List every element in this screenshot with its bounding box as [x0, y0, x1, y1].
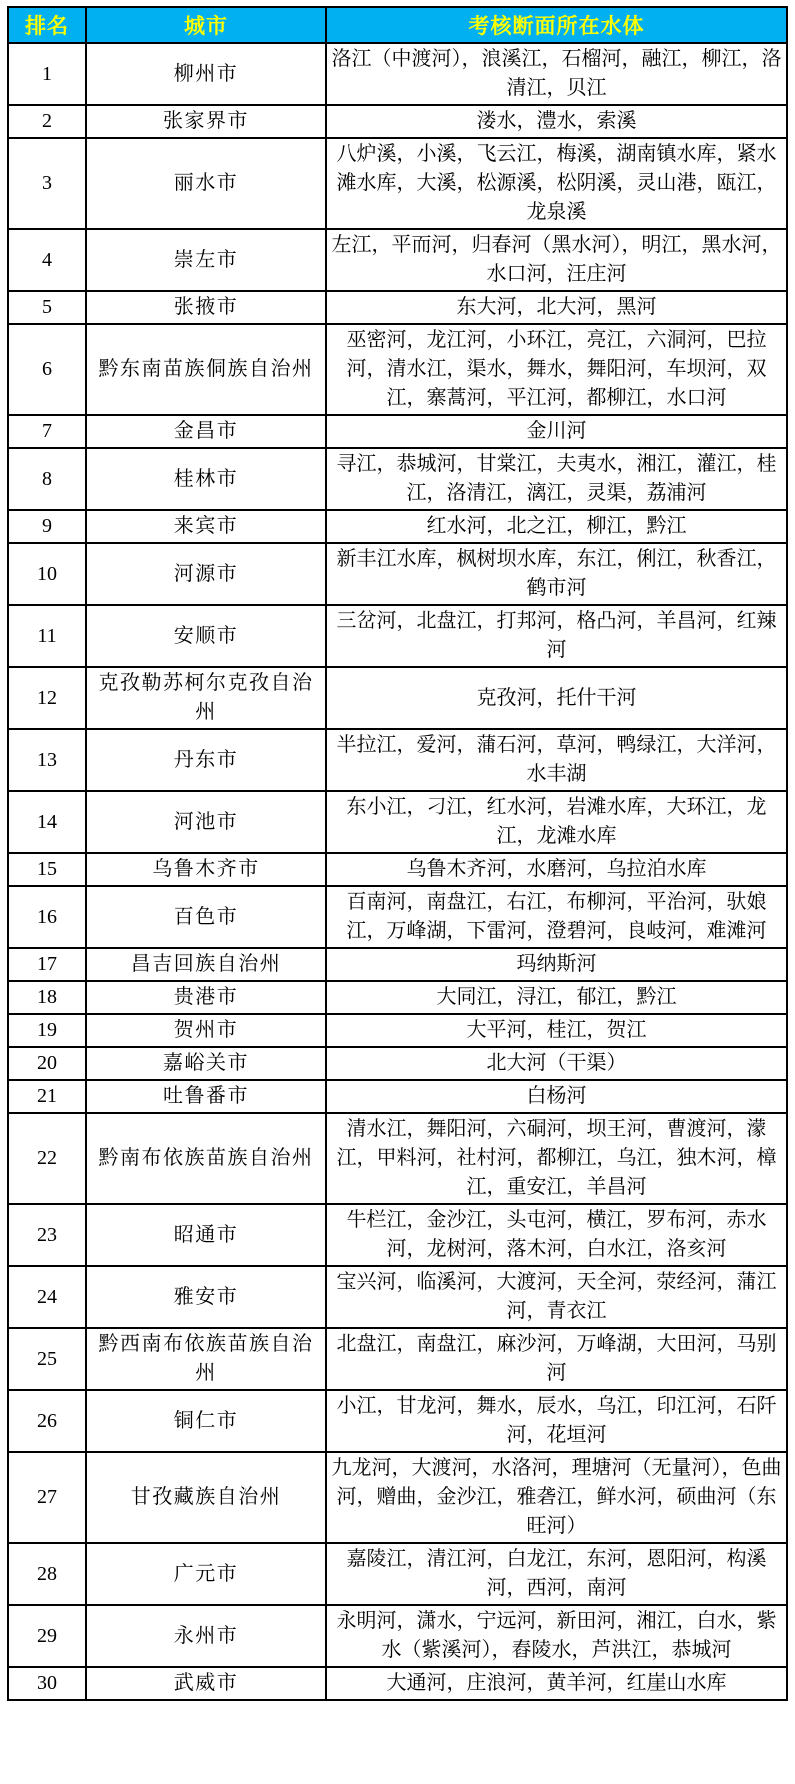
rank-cell: 19	[8, 1014, 86, 1047]
table-row	[8, 729, 787, 791]
city-cell: 丽水市	[86, 138, 326, 229]
table-row	[8, 1390, 787, 1452]
table-row	[8, 1047, 787, 1080]
table-row	[8, 1452, 787, 1543]
city-cell: 昌吉回族自治州	[86, 948, 326, 981]
city-cell: 来宾市	[86, 510, 326, 543]
city-cell: 黔南布依族苗族自治州	[86, 1113, 326, 1204]
rank-cell: 29	[8, 1605, 86, 1667]
city-cell: 黔西南布依族苗族自治州	[86, 1328, 326, 1390]
rank-cell: 11	[8, 605, 86, 667]
table-row	[8, 1543, 787, 1605]
city-cell: 河源市	[86, 543, 326, 605]
waters-cell: 寻江，恭城河，甘棠江，夫夷水，湘江，灌江，桂江，洛清江，漓江，灵渠，荔浦河	[326, 448, 787, 510]
rank-cell: 7	[8, 415, 86, 448]
rank-cell: 12	[8, 667, 86, 729]
table-row	[8, 138, 787, 229]
waters-cell: 大通河，庄浪河，黄羊河，红崖山水库	[326, 1667, 787, 1700]
table-row	[8, 415, 787, 448]
rank-cell: 24	[8, 1266, 86, 1328]
waters-cell: 东大河，北大河，黑河	[326, 291, 787, 324]
table-row	[8, 448, 787, 510]
city-cell: 铜仁市	[86, 1390, 326, 1452]
city-cell: 河池市	[86, 791, 326, 853]
waters-cell: 金川河	[326, 415, 787, 448]
waters-cell: 九龙河，大渡河，水洛河，理塘河（无量河），色曲河，赠曲，金沙江，雅砻江，鲜水河，硕曲河（东旺河）	[326, 1452, 787, 1543]
waters-cell: 百南河，南盘江，右江，布柳河，平治河，驮娘江，万峰湖，下雷河，澄碧河，良岐河，难滩河	[326, 886, 787, 948]
waters-cell: 北大河（干渠）	[326, 1047, 787, 1080]
header-city: 城市	[86, 7, 326, 43]
table-row	[8, 791, 787, 853]
table-row	[8, 324, 787, 415]
waters-cell: 永明河，潇水，宁远河，新田河，湘江，白水，紫水（紫溪河），舂陵水，芦洪江，恭城河	[326, 1605, 787, 1667]
city-cell: 嘉峪关市	[86, 1047, 326, 1080]
city-cell: 昭通市	[86, 1204, 326, 1266]
table-header	[8, 7, 787, 43]
rank-cell: 18	[8, 981, 86, 1014]
table-row	[8, 1014, 787, 1047]
rank-cell: 1	[8, 43, 86, 105]
waters-cell: 嘉陵江，清江河，白龙江，东河，恩阳河，构溪河，西河，南河	[326, 1543, 787, 1605]
table-row	[8, 853, 787, 886]
city-cell: 广元市	[86, 1543, 326, 1605]
rank-cell: 8	[8, 448, 86, 510]
waters-cell: 洛江（中渡河），浪溪江，石榴河，融江，柳江，洛清江，贝江	[326, 43, 787, 105]
rank-cell: 3	[8, 138, 86, 229]
rank-cell: 16	[8, 886, 86, 948]
waters-cell: 宝兴河，临溪河，大渡河，天全河，荥经河，蒲江河，青衣江	[326, 1266, 787, 1328]
rank-cell: 13	[8, 729, 86, 791]
table-body	[8, 43, 787, 1700]
rank-cell: 4	[8, 229, 86, 291]
table-row	[8, 1667, 787, 1700]
rank-cell: 22	[8, 1113, 86, 1204]
header-waters: 考核断面所在水体	[326, 7, 787, 43]
table-row	[8, 1113, 787, 1204]
table-row	[8, 1080, 787, 1113]
waters-cell: 玛纳斯河	[326, 948, 787, 981]
table-row	[8, 543, 787, 605]
waters-cell: 克孜河，托什干河	[326, 667, 787, 729]
waters-cell: 三岔河，北盘江，打邦河，格凸河，羊昌河，红辣河	[326, 605, 787, 667]
rank-cell: 17	[8, 948, 86, 981]
rank-cell: 6	[8, 324, 86, 415]
table-row	[8, 1266, 787, 1328]
table-row	[8, 1204, 787, 1266]
city-cell: 雅安市	[86, 1266, 326, 1328]
waters-cell: 红水河，北之江，柳江，黔江	[326, 510, 787, 543]
city-cell: 张掖市	[86, 291, 326, 324]
city-cell: 金昌市	[86, 415, 326, 448]
rank-cell: 25	[8, 1328, 86, 1390]
waters-cell: 左江，平而河，归春河（黑水河），明江，黑水河，水口河，汪庄河	[326, 229, 787, 291]
rank-cell: 10	[8, 543, 86, 605]
header-row	[8, 7, 787, 43]
city-cell: 乌鲁木齐市	[86, 853, 326, 886]
city-cell: 甘孜藏族自治州	[86, 1452, 326, 1543]
city-cell: 百色市	[86, 886, 326, 948]
table-row	[8, 948, 787, 981]
city-cell: 贵港市	[86, 981, 326, 1014]
waters-cell: 白杨河	[326, 1080, 787, 1113]
table-row	[8, 510, 787, 543]
waters-cell: 东小江，刁江，红水河，岩滩水库，大环江，龙江，龙滩水库	[326, 791, 787, 853]
table-row	[8, 1605, 787, 1667]
waters-cell: 北盘江，南盘江，麻沙河，万峰湖，大田河，马别河	[326, 1328, 787, 1390]
waters-cell: 半拉江，爱河，蒲石河，草河，鸭绿江，大洋河，水丰湖	[326, 729, 787, 791]
rank-cell: 5	[8, 291, 86, 324]
city-cell: 克孜勒苏柯尔克孜自治州	[86, 667, 326, 729]
rank-cell: 14	[8, 791, 86, 853]
rank-cell: 30	[8, 1667, 86, 1700]
city-cell: 丹东市	[86, 729, 326, 791]
rank-cell: 20	[8, 1047, 86, 1080]
table-row	[8, 981, 787, 1014]
table-row	[8, 605, 787, 667]
city-cell: 张家界市	[86, 105, 326, 138]
city-cell: 武威市	[86, 1667, 326, 1700]
rank-cell: 26	[8, 1390, 86, 1452]
city-cell: 永州市	[86, 1605, 326, 1667]
table-row	[8, 886, 787, 948]
waters-cell: 乌鲁木齐河，水磨河，乌拉泊水库	[326, 853, 787, 886]
waters-cell: 溇水，澧水，索溪	[326, 105, 787, 138]
city-cell: 吐鲁番市	[86, 1080, 326, 1113]
header-rank: 排名	[8, 7, 86, 43]
table-row	[8, 291, 787, 324]
waters-cell: 小江，甘龙河，舞水，辰水，乌江，印江河，石阡河，花垣河	[326, 1390, 787, 1452]
table-row	[8, 229, 787, 291]
table-row	[8, 667, 787, 729]
waters-cell: 大平河，桂江，贺江	[326, 1014, 787, 1047]
waters-cell: 八炉溪，小溪，飞云江，梅溪，湖南镇水库，紧水滩水库，大溪，松源溪，松阴溪，灵山港，瓯江，龙泉溪	[326, 138, 787, 229]
waters-cell: 大同江，浔江，郁江，黔江	[326, 981, 787, 1014]
city-water-ranking-table	[7, 6, 788, 1701]
city-cell: 崇左市	[86, 229, 326, 291]
table-row	[8, 105, 787, 138]
rank-cell: 2	[8, 105, 86, 138]
rank-cell: 23	[8, 1204, 86, 1266]
waters-cell: 新丰江水库，枫树坝水库，东江，俐江，秋香江，鹤市河	[326, 543, 787, 605]
rank-cell: 9	[8, 510, 86, 543]
table-row	[8, 43, 787, 105]
rank-cell: 28	[8, 1543, 86, 1605]
rank-cell: 15	[8, 853, 86, 886]
waters-cell: 清水江，舞阳河，六硐河，坝王河，曹渡河，濛江，甲料河，社村河，都柳江，乌江，独木河，樟江，重安江，羊昌河	[326, 1113, 787, 1204]
rank-cell: 27	[8, 1452, 86, 1543]
waters-cell: 牛栏江，金沙江，头屯河，横江，罗布河，赤水河，龙树河，落木河，白水江，洛亥河	[326, 1204, 787, 1266]
city-cell: 柳州市	[86, 43, 326, 105]
waters-cell: 巫密河，龙江河，小环江，亮江，六洞河，巴拉河，清水江，渠水，舞水，舞阳河，车坝河，双江，寨蒿河，平江河，都柳江，水口河	[326, 324, 787, 415]
city-cell: 安顺市	[86, 605, 326, 667]
city-cell: 黔东南苗族侗族自治州	[86, 324, 326, 415]
city-cell: 桂林市	[86, 448, 326, 510]
rank-cell: 21	[8, 1080, 86, 1113]
table-row	[8, 1328, 787, 1390]
city-cell: 贺州市	[86, 1014, 326, 1047]
